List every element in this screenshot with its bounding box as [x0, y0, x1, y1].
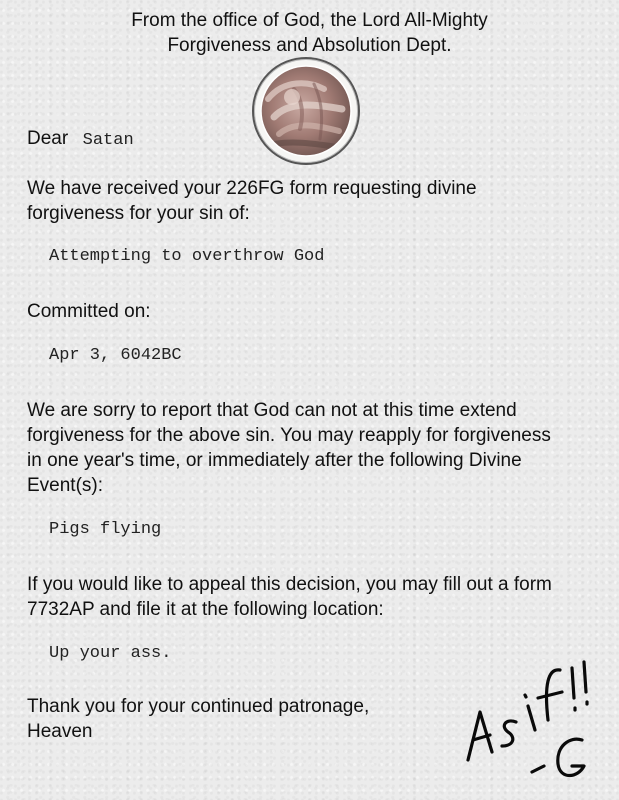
- letterhead-line-1: From the office of God, the Lord All-Mighty: [131, 10, 488, 31]
- denial-line-1: We are sorry to report that God can not at this time extend: [27, 400, 517, 421]
- intro-line-2: forgiveness for your sin of:: [27, 203, 250, 224]
- closing-signature: Heaven: [27, 721, 93, 742]
- denial-line-3: in one year's time, or immediately after the following Divine: [27, 450, 522, 471]
- appeal-line-2: 7732AP and file it at the following location:: [27, 599, 384, 620]
- closing-line-1: Thank you for your continued patronage,: [27, 696, 370, 717]
- painted-seal-icon: [252, 57, 360, 165]
- handwritten-note: [440, 640, 610, 795]
- letterhead-line-2: Forgiveness and Absolution Dept.: [167, 35, 452, 56]
- denial-line-4: Event(s):: [27, 475, 104, 496]
- salutation: [27, 126, 134, 151]
- appeal-line-1: If you would like to appeal this decision, you may fill out a form: [27, 574, 552, 595]
- appeal-paragraph: [27, 572, 612, 622]
- closing: [27, 694, 369, 744]
- letterhead: [0, 8, 619, 58]
- sin-field: Attempting to overthrow God: [49, 247, 325, 266]
- appeal-location-field: Up your ass.: [49, 644, 172, 663]
- recipient-name: Satan: [82, 131, 134, 150]
- denial-line-2: forgiveness for the above sin. You may reapply for forgiveness: [27, 425, 551, 446]
- salutation-greeting: Dear: [27, 128, 69, 149]
- divine-event-field: Pigs flying: [49, 520, 162, 539]
- committed-date-field: Apr 3, 6042BC: [49, 346, 182, 365]
- committed-label: Committed on:: [27, 301, 151, 322]
- denial-paragraph: [27, 398, 612, 498]
- handwritten-note-drawing: [440, 640, 610, 790]
- intro-line-1: We have received your 226FG form requesting divine: [27, 178, 477, 199]
- intro-paragraph: [27, 176, 607, 226]
